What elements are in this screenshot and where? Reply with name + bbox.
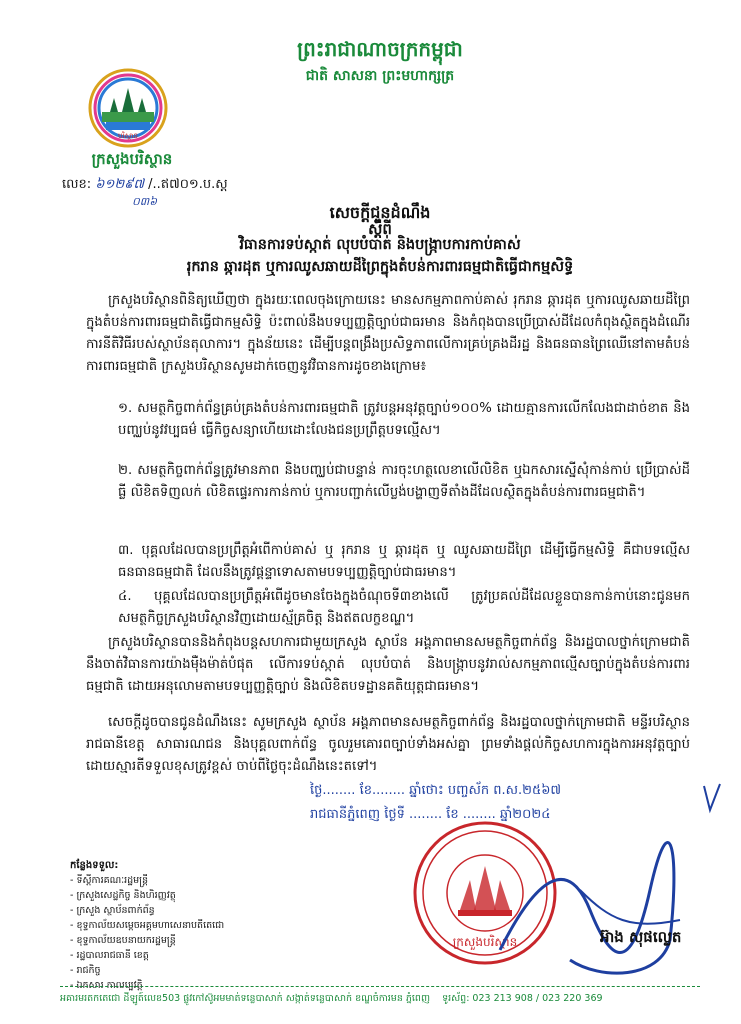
- footer-divider: [60, 986, 700, 987]
- notice-subject-line2: រុករាន ឆ្ការដុត ឬការឈូសឆាយដីព្រៃក្នុងតំបន់ការពារធម្មជាតិធ្វើជាកម្មសិទ្ធិ: [186, 259, 574, 275]
- notice-title: សេចក្តីជូនដំណឹង: [329, 203, 431, 222]
- seal-text: ក្រសួងបរិស្ថាន: [452, 935, 518, 949]
- intro-paragraph: ក្រសួងបរិស្ថានពិនិត្យឃើញថា ក្នុងរយៈពេលចុងក្រោយនេះ មានសកម្មភាពកាប់គាស់ រុករាន ឆ្ការដុត ឬការឈូសឆាយដីព្រៃក្នុងតំបន់ការពារធម្មជាតិធ្វើជាកម្មសិទ្ធិ ប៉ះពាល់នឹងបទប្បញ្ញត្តិច្បាប់ជាធរមាន និងកំពុងបានប្រើប្រាស់ដីដែលកំពុងស្ថិតក្នុងដំណើរការនីតិវិធីរបស់ស្ថាប័នតុលាការ។ ក្នុងន័យនេះ ដើម្បីបន្តពង្រឹងប្រសិទ្ធភាពលើការគ្រប់គ្រងដីរដ្ឋ និងធនធានព្រៃឈើនៅតាមតំបន់ការពារធម្មជាតិ ក្រសួងបរិស្ថានសូមដាក់ចេញនូវវិធានការដូចខាងក្រោម៖: [86, 293, 690, 374]
- recipients-list: [70, 858, 224, 993]
- recipient-item: - ខុទ្ទកាល័យឧបនាយករដ្ឋមន្ត្រី: [70, 935, 176, 946]
- footer-address-text: អគារមរតកតេជោ ដីឡូត៍លេខ503 ផ្លូវកៅស៊ូអមមាត់ទន្លេបាសាក់ សង្កាត់ទន្លេបាសាក់ ខណ្ឌចំការមន ភ្នំពេញ: [60, 993, 430, 1004]
- recipient-item: - រាជកិច្ច: [70, 965, 101, 976]
- measure-item-2: ២. សមត្ថកិច្ចពាក់ព័ន្ធត្រូវមានភាព និងបញ្ឈប់ជាបន្ទាន់ ការចុះហត្ថលេខាលើលិខិត ឬឯកសារស្នើសុំកាន់កាប់ ប្រើប្រាស់ដីធ្លី លិខិតទិញលក់ លិខិតផ្ទេរការកាន់កាប់ ឬការបញ្ជាក់លើប្លង់បង្ហាញទីតាំងដីដែលស្ថិតក្នុងតំបន់ការពារធម្មជាតិ។: [118, 463, 690, 500]
- footer-phone: ទូរស័ព្ទ: 023 213 908 / 023 220 369: [442, 993, 603, 1004]
- logo-text: បរិស្ថាន: [118, 132, 138, 140]
- recipient-item: - ក្រសួងសេដ្ឋកិច្ច និងហិរញ្ញវត្ថុ: [70, 890, 176, 901]
- kingdom-heading: ព្រះរាជាណាចក្រកម្ពុជា: [297, 37, 463, 61]
- cooperation-paragraph: ក្រសួងបរិស្ថានបាននិងកំពុងបន្តសហការជាមួយក្រសួង ស្ថាប័ន អង្គភាពមានសមត្ថកិច្ចពាក់ព័ន្ធ និងរដ្ឋបាលថ្នាក់ក្រោមជាតិ នឹងចាត់វិធានការយ៉ាងម៉ឺងម៉ាត់បំផុត លើការទប់ស្កាត់ លុបបំបាត់ និងបង្ក្រាបនូវរាល់សកម្មភាពល្មើសច្បាប់ក្នុងតំបន់ការពារធម្មជាតិ ដោយអនុលោមតាមបទប្បញ្ញត្តិច្បាប់ និងលិខិតបទដ្ឋានគតិយុត្តជាធរមាន។: [86, 635, 690, 694]
- closing-paragraph: សេចក្តីដូចបានជូនដំណឹងនេះ សូមក្រសួង ស្ថាប័ន អង្គភាពមានសមត្ថកិច្ចពាក់ព័ន្ធ និងរដ្ឋបាលថ្នាក់ក្រោមជាតិ មន្ទីរបរិស្ថានរាជធានីខេត្ត សាធារណជន និងបុគ្គលពាក់ព័ន្ធ ចូលរួមគោរពច្បាប់ទាំងអស់គ្នា ព្រមទាំងផ្តល់កិច្ចសហការក្នុងការអនុវត្តច្បាប់ដោយស្មារតីទទួលខុសត្រូវខ្ពស់ ចាប់ពីថ្ងៃចុះដំណឹងនេះតទៅ។: [86, 715, 690, 774]
- handwritten-initial-icon: [700, 780, 724, 816]
- ref-label: លេខ:: [62, 177, 92, 192]
- notice-subject-label: ស្តីពី: [368, 220, 392, 238]
- ministry-name: ក្រសួងបរិស្ថាន: [91, 150, 173, 168]
- footer-address: [60, 992, 710, 1006]
- measure-item-3: ៣. បុគ្គលដែលបានប្រព្រឹត្តអំពើកាប់គាស់ ឬ រុករាន ឬ ឆ្ការដុត ឬ ឈូសឆាយដីព្រៃ ដើម្បីធ្វើកម្មសិទ្ធិ គឺជាបទល្មើសធនធានធម្មជាតិ ដែលនឹងត្រូវផ្តន្ទាទោសតាមបទប្បញ្ញត្តិច្បាប់ជាធរមាន។: [118, 543, 690, 580]
- handwritten-signature: [480, 830, 700, 990]
- recipients-heading: កន្លែងទទួល:: [70, 860, 119, 871]
- measure-item-4: ៤. បុគ្គលដែលបានប្រព្រឹត្តអំពើដូចមានចែងក្នុងចំណុចទី៣ខាងលើ ត្រូវប្រគល់ដីដែលខ្លួនបានកាន់កាប់នោះជូនមកសមត្ថកិច្ចក្រសួងបរិស្ថានវិញដោយស្ម័គ្រចិត្ត និងឥតលក្ខខណ្ឌ។: [118, 589, 690, 626]
- ref-handwritten: ៦១២៩៧: [95, 177, 145, 192]
- recipient-item: - ទីស្តីការគណៈរដ្ឋមន្ត្រី: [70, 875, 149, 886]
- ref-suffix: /..ឥ៧០១.ប.ស្ត: [148, 177, 228, 192]
- reference-number: [62, 176, 228, 211]
- recipient-item: - រដ្ឋបាលរាជធានី ខេត្ត: [70, 950, 149, 961]
- recipient-item: - ក្រសួង ស្ថាប័នពាក់ព័ន្ធ: [70, 905, 155, 916]
- measure-item-1: ១. សមត្ថកិច្ចពាក់ព័ន្ធគ្រប់គ្រងតំបន់ការពារធម្មជាតិ ត្រូវបន្តអនុវត្តច្បាប់១០០% ដោយគ្មានការលើកលែងជាដាច់ខាត និងបញ្ឈប់នូវវប្បធម៌ ធ្វើកិច្ចសន្យាហើយដោះលែងជនប្រព្រឹត្តបទល្មើស។: [118, 401, 690, 438]
- lunar-date: ថ្ងៃ........ ខែ........ ឆ្នាំថោះ បញ្ចស័ក ព.ស.២៥៦៧: [310, 783, 562, 798]
- ministry-logo: [88, 68, 168, 148]
- recipient-item: - ឯកសារ កាលប្បវត្តិ: [70, 980, 143, 991]
- national-motto: ជាតិ សាសនា ព្រះមហាក្សត្រ: [305, 68, 455, 84]
- signer-name: អ៊ាង សុផល្លេត: [600, 928, 682, 946]
- solar-date: រាជធានីភ្នំពេញ ថ្ងៃទី ........ ខែ ........ ឆ្នាំ២០២៤: [310, 807, 551, 822]
- recipient-item: - ខុទ្ទកាល័យសម្តេចអគ្គមហាសេនាបតីតេជោ: [70, 920, 225, 931]
- ref-sub: ០៣៦: [132, 195, 157, 208]
- notice-subject-line1: វិធានការទប់ស្កាត់ លុបបំបាត់ និងបង្ក្រាបការកាប់គាស់: [239, 237, 521, 253]
